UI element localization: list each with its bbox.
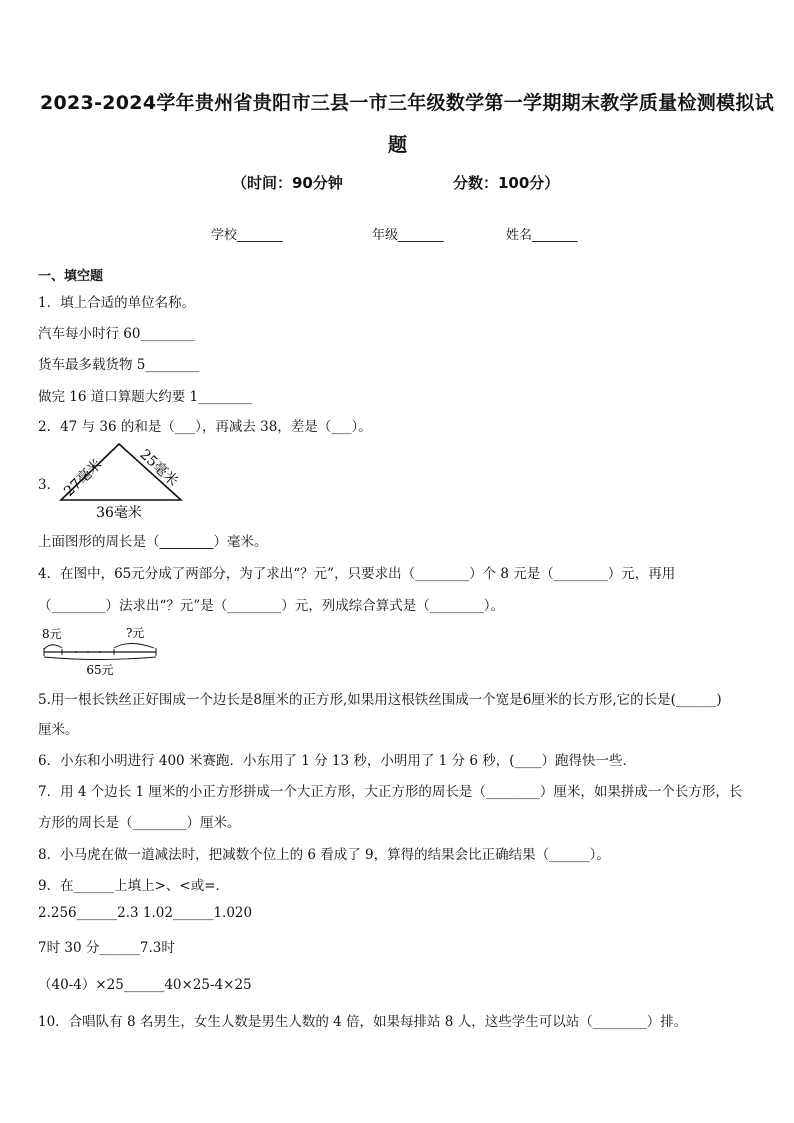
q3-number: 3．	[38, 477, 61, 493]
time-label: （时间：90分钟	[232, 174, 343, 192]
grade-field: 年级_______	[372, 228, 444, 243]
triangle-left-label: 27毫米	[61, 456, 106, 500]
q1-c: 做完 16 道口算题大约要 1________	[38, 389, 253, 405]
q4-line-2: （________）法求出“？元”是（________）元，列成综合算式是（________）。	[38, 598, 505, 614]
school-field: 学校_______	[211, 228, 283, 243]
q9-stem: 9．在______上填上>、<或=．	[38, 878, 230, 894]
q7-line-1: 7．用 4 个边长 1 厘米的小正方形拼成一个大正方形，大正方形的周长是（________）厘米，如果拼成一个长方形，长	[38, 784, 743, 800]
q1-b: 货车最多载货物 5________	[38, 357, 200, 373]
line-segment-figure	[38, 624, 162, 678]
name-field: 姓名_______	[506, 228, 578, 243]
q2: 2．47 与 36 的和是（___），再减去 38，差是（___）。	[38, 419, 372, 435]
q8: 8．小马虎在做一道减法时，把减数个位上的 6 看成了 9，算得的结果会比正确结果（______）。	[38, 847, 610, 863]
q7-line-2: 方形的周长是（________）厘米。	[38, 815, 241, 831]
q9-a: 2.256______2.3 1.02______1.020	[38, 905, 253, 921]
segment-right-label: ?元	[126, 626, 145, 640]
triangle-base-label: 36毫米	[96, 505, 142, 521]
score-label: 分数：100分）	[453, 174, 560, 192]
q3-text: 上面图形的周长是（________）毫米。	[38, 534, 268, 550]
q10: 10．合唱队有 8 名男生，女生人数是男生人数的 4 倍，如果每排站 8 人，这些学生可以站（________）排。	[38, 1014, 688, 1030]
title-line-2: 题	[388, 134, 408, 156]
q6: 6．小东和小明进行 400 米赛跑．小东用了 1 分 13 秒，小明用了 1 分 6 秒，(____）跑得快一些．	[38, 753, 636, 769]
q9-c: （40-4）×25______40×25-4×25	[38, 977, 252, 993]
q1-a: 汽车每小时行 60________	[38, 326, 195, 342]
q5-line-1: 5.用一根长铁丝正好围成一个边长是8厘米的正方形,如果用这根铁丝围成一个宽是6厘米的长方形,它的长是(______)	[38, 692, 722, 708]
triangle-right-label: 25毫米	[136, 446, 181, 490]
q1-stem: 1．填上合适的单位名称。	[38, 295, 196, 311]
title-line-1: 2023-2024学年贵州省贵阳市三县一市三年级数学第一学期期末教学质量检测模拟试	[40, 92, 774, 114]
segment-total-label: 65元	[86, 663, 114, 677]
section-title: 一、填空题	[38, 269, 104, 284]
triangle-figure	[56, 440, 186, 522]
q9-b: 7时 30 分______7.3时	[38, 940, 175, 956]
segment-left-label: 8元	[42, 627, 62, 641]
q4-line-1: 4．在图中，65元分成了两部分，为了求出“？元”，只要求出（________）个 8 元是（________）元，再用	[38, 566, 676, 582]
q5-line-2: 厘米。	[38, 722, 79, 738]
